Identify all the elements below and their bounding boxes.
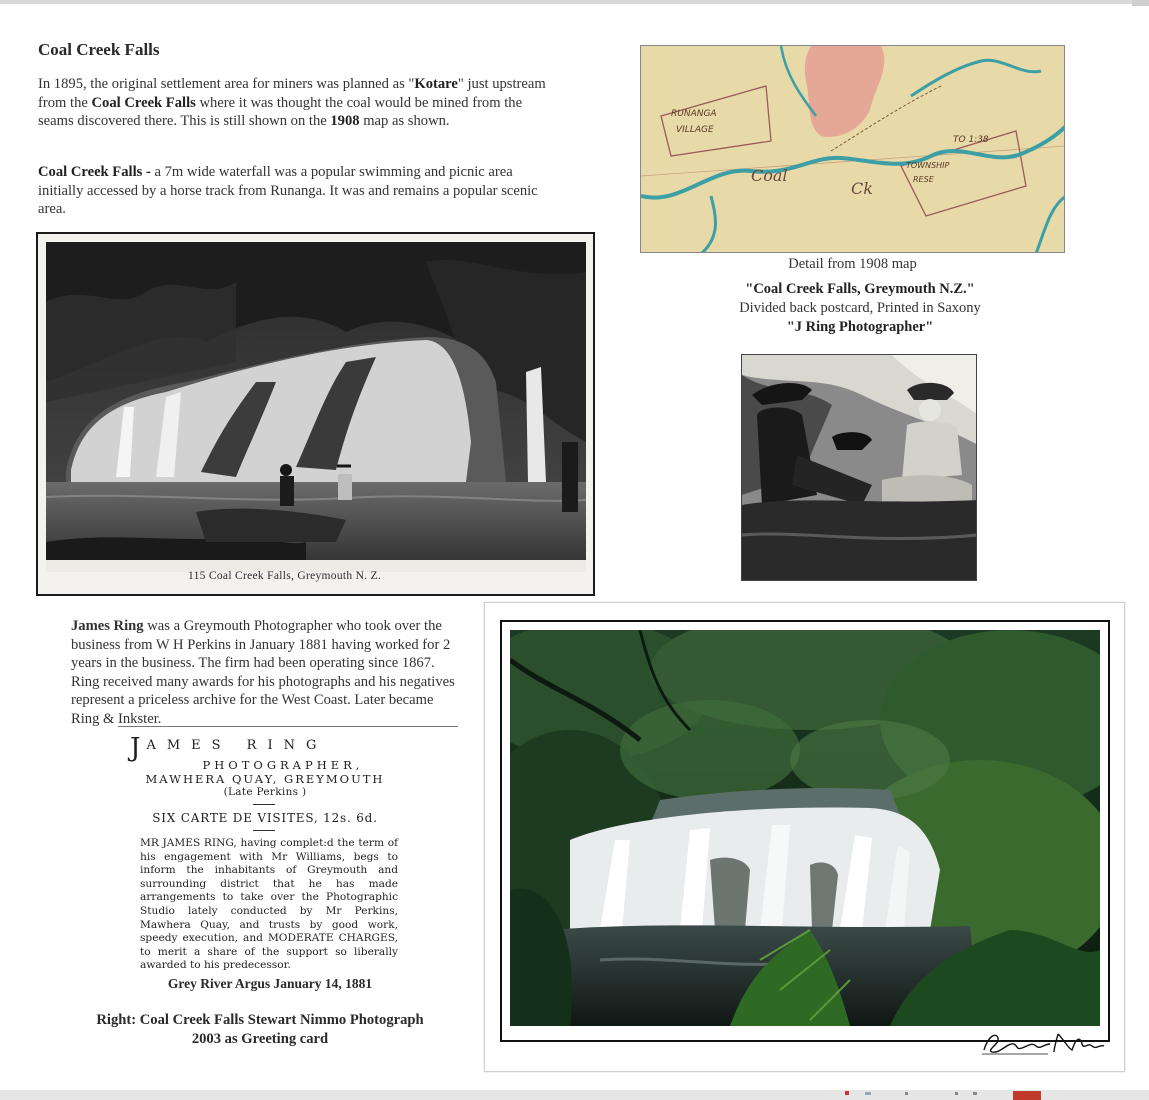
advert-source: Grey River Argus January 14, 1881 (167, 976, 373, 991)
corner-mark (1132, 0, 1149, 6)
intro-paragraph-1: In 1895, the original settlement area for miners was planned as "Kotare" just upstream from the Coal Creek Falls where it was thought the coal would be mined from the seams discovered there. This is still shown on the 1908 map as shown. (38, 76, 546, 129)
svg-text:RESE: RESE (913, 175, 934, 184)
next-page-edge-marks (845, 1091, 1045, 1100)
james-ring-bio: James Ring was a Greymouth Photographer who took over the business from W H Perkins in January 1881 having worked for 2 years in the business. The firm had been operating since 1867. Ring received many awards for his photographs and his negatives represent a priceless archive for the West Coast. Later became Ring & Inkster. (71, 618, 455, 727)
map-1908-detail (640, 45, 1065, 253)
svg-text:TO 1:38: TO 1:38 (953, 135, 989, 145)
postcard-caption: 115 Coal Creek Falls, Greymouth N. Z. (188, 570, 382, 582)
advert-name: JAMES RING (130, 733, 328, 763)
advert-address: MAWHERA QUAY, GREYMOUTH (145, 772, 385, 786)
svg-text:Ck: Ck (851, 179, 873, 198)
advert-price: SIX CARTE DE VISITES, 12s. 6d. (152, 811, 378, 825)
page-top-edge (0, 0, 1149, 4)
svg-text:VILLAGE: VILLAGE (676, 125, 714, 135)
advert-divider (253, 804, 275, 805)
advert-late-perkins: (Late Perkins ) (223, 786, 307, 798)
photographer-signature (978, 1028, 1108, 1056)
greeting-card-waterfall-photo (510, 630, 1100, 1026)
page-title: Coal Creek Falls (38, 40, 160, 59)
svg-text:Coal: Coal (751, 166, 788, 185)
postcard-waterfall-photo (46, 242, 586, 572)
greeting-card-caption (60, 1011, 460, 1048)
greeting-card (484, 602, 1125, 1072)
svg-text:RUNANGA: RUNANGA (671, 109, 717, 119)
old-postcard (36, 232, 595, 596)
advert-profession: PHOTOGRAPHER, (202, 758, 364, 772)
map-caption: Detail from 1908 map (788, 256, 917, 272)
svg-text:TOWNSHIP: TOWNSHIP (906, 161, 950, 170)
postcard-info (690, 280, 1030, 337)
bio-divider (118, 726, 458, 727)
advert-divider (253, 830, 275, 831)
caption-line-1: Right: Coal Creek Falls Stewart Nimmo Photograph (96, 1012, 424, 1028)
postcard-photographer: "J Ring Photographer" (786, 319, 934, 335)
postcard-description: Divided back postcard, Printed in Saxony (739, 300, 981, 316)
advert-body: MR JAMES RING, having complet:d the term of his engagement with Mr Williams, begs to inform the inhabitants of Greymouth and surrounding district that he has made arrangements to take over the Photographic Studio lately conducted by Mr Perkins, Mawhera Quay, and trusts by good work, speedy execution, and MODERATE CHARGES, to merit a share of the support so liberally awarded to his predecessor. (140, 837, 398, 972)
postcard-title: "Coal Creek Falls, Greymouth N.Z." (745, 281, 975, 297)
intro-paragraph-2: Coal Creek Falls - a 7m wide waterfall was a popular swimming and picnic area initially accessed by a horse track from Runanga. It was and remains a popular scenic area. (38, 164, 538, 217)
greeting-card-frame (500, 620, 1110, 1042)
postcard-detail-photo (741, 354, 977, 581)
caption-line-2: 2003 as Greeting card (191, 1030, 329, 1047)
